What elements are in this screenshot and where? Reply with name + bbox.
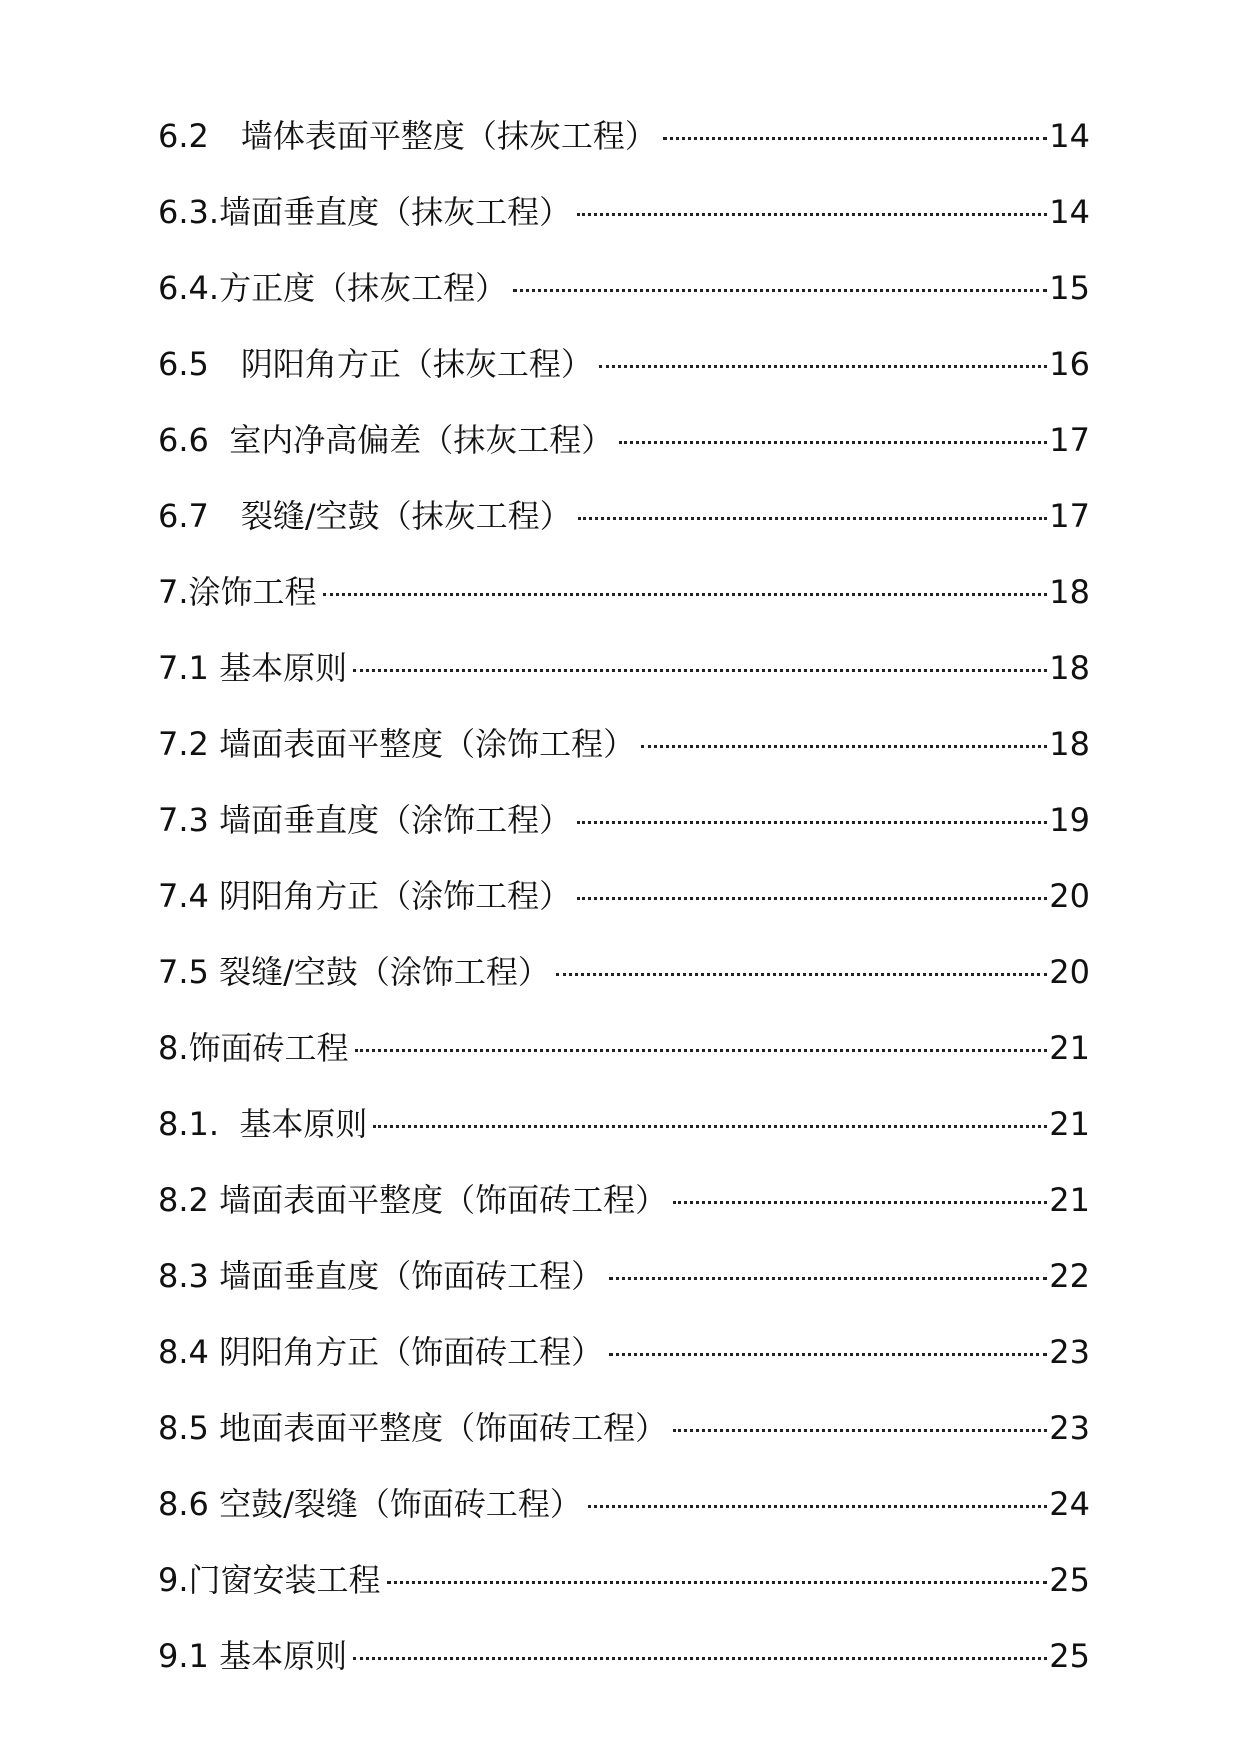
toc-entry[interactable] xyxy=(158,792,1090,868)
toc-dot-leader xyxy=(609,1353,1047,1356)
toc-page-number: 19 xyxy=(1049,801,1090,839)
toc-page-number: 23 xyxy=(1049,1409,1090,1447)
toc-entry-label: 8.5 地面表面平整度（饰面砖工程） xyxy=(158,1409,668,1447)
toc-entry[interactable] xyxy=(158,564,1090,640)
toc-dot-leader xyxy=(355,1049,1048,1052)
toc-entry-label: 7.1 基本原则 xyxy=(158,649,348,687)
toc-entry[interactable] xyxy=(158,184,1090,260)
toc-page-number: 14 xyxy=(1049,193,1090,231)
toc-page-number: 17 xyxy=(1049,421,1090,459)
toc-page-number: 24 xyxy=(1049,1485,1090,1523)
toc-entry[interactable] xyxy=(158,1400,1090,1476)
toc-dot-leader xyxy=(373,1125,1047,1128)
toc-entry[interactable] xyxy=(158,1628,1090,1704)
toc-entry-label: 6.4.方正度（抹灰工程） xyxy=(158,269,508,307)
toc-page-number: 20 xyxy=(1049,877,1090,915)
toc-dot-leader xyxy=(556,973,1047,976)
toc-entry[interactable] xyxy=(158,868,1090,944)
toc-entry[interactable] xyxy=(158,1096,1090,1172)
toc-dot-leader xyxy=(599,365,1047,368)
toc-entry[interactable] xyxy=(158,1552,1090,1628)
toc-page-number: 22 xyxy=(1049,1257,1090,1295)
toc-dot-leader xyxy=(609,1277,1047,1280)
toc-entry[interactable] xyxy=(158,488,1090,564)
toc-page-number: 21 xyxy=(1049,1105,1090,1143)
toc-page-number: 20 xyxy=(1049,953,1090,991)
toc-entry[interactable] xyxy=(158,1172,1090,1248)
toc-entry-label: 6.6 室内净高偏差（抹灰工程） xyxy=(158,421,614,459)
toc-entry-label: 7.5 裂缝/空鼓（涂饰工程） xyxy=(158,953,550,991)
toc-entry[interactable] xyxy=(158,1476,1090,1552)
toc-page-number: 18 xyxy=(1049,649,1090,687)
table-of-contents xyxy=(158,108,1090,1704)
toc-entry-label: 6.2 墙体表面平整度（抹灰工程） xyxy=(158,117,657,155)
toc-entry[interactable] xyxy=(158,716,1090,792)
toc-page-number: 21 xyxy=(1049,1181,1090,1219)
toc-entry-label: 8.3 墙面垂直度（饰面砖工程） xyxy=(158,1257,604,1295)
toc-entry-label: 8.饰面砖工程 xyxy=(158,1029,349,1067)
toc-dot-leader xyxy=(641,745,1047,748)
toc-entry-label: 7.涂饰工程 xyxy=(158,573,317,611)
toc-dot-leader xyxy=(577,821,1047,824)
toc-entry-label: 9.门窗安装工程 xyxy=(158,1561,381,1599)
toc-entry-label: 8.6 空鼓/裂缝（饰面砖工程） xyxy=(158,1485,582,1523)
toc-page-number: 15 xyxy=(1049,269,1090,307)
toc-entry[interactable] xyxy=(158,1248,1090,1324)
toc-dot-leader xyxy=(387,1581,1048,1584)
toc-entry-label: 8.4 阴阳角方正（饰面砖工程） xyxy=(158,1333,604,1371)
toc-entry[interactable] xyxy=(158,1324,1090,1400)
toc-entry-label: 7.4 阴阳角方正（涂饰工程） xyxy=(158,877,572,915)
toc-page-number: 14 xyxy=(1049,117,1090,155)
toc-entry-label: 7.3 墙面垂直度（涂饰工程） xyxy=(158,801,572,839)
toc-dot-leader xyxy=(577,897,1047,900)
toc-entry[interactable] xyxy=(158,260,1090,336)
toc-entry-label: 6.5 阴阳角方正（抹灰工程） xyxy=(158,345,593,383)
toc-page-number: 18 xyxy=(1049,725,1090,763)
toc-dot-leader xyxy=(578,517,1048,520)
toc-entry-label: 6.7 裂缝/空鼓（抹灰工程） xyxy=(158,497,572,535)
toc-dot-leader xyxy=(619,441,1047,444)
toc-dot-leader xyxy=(663,137,1047,140)
toc-page-number: 18 xyxy=(1049,573,1090,611)
toc-page-number: 17 xyxy=(1049,497,1090,535)
toc-page-number: 23 xyxy=(1049,1333,1090,1371)
toc-entry[interactable] xyxy=(158,640,1090,716)
toc-page-number: 21 xyxy=(1049,1029,1090,1067)
toc-dot-leader xyxy=(577,213,1047,216)
toc-page-number: 16 xyxy=(1049,345,1090,383)
toc-dot-leader xyxy=(588,1505,1047,1508)
toc-entry[interactable] xyxy=(158,1020,1090,1096)
toc-dot-leader xyxy=(673,1201,1047,1204)
toc-entry[interactable] xyxy=(158,944,1090,1020)
toc-entry-label: 7.2 墙面表面平整度（涂饰工程） xyxy=(158,725,636,763)
toc-page-number: 25 xyxy=(1049,1637,1090,1675)
toc-dot-leader xyxy=(513,289,1047,292)
toc-entry[interactable] xyxy=(158,108,1090,184)
toc-dot-leader xyxy=(673,1429,1047,1432)
toc-entry-label: 6.3.墙面垂直度（抹灰工程） xyxy=(158,193,572,231)
toc-entry[interactable] xyxy=(158,412,1090,488)
toc-dot-leader xyxy=(353,1657,1047,1660)
toc-dot-leader xyxy=(353,669,1047,672)
toc-entry[interactable] xyxy=(158,336,1090,412)
toc-entry-label: 9.1 基本原则 xyxy=(158,1637,348,1675)
toc-entry-label: 8.1. 基本原则 xyxy=(158,1105,368,1143)
toc-dot-leader xyxy=(323,593,1048,596)
toc-page-number: 25 xyxy=(1049,1561,1090,1599)
toc-entry-label: 8.2 墙面表面平整度（饰面砖工程） xyxy=(158,1181,668,1219)
